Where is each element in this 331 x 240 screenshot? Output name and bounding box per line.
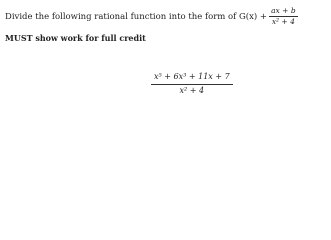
target-form-numerator: ax + b: [271, 6, 296, 15]
expression-denominator: x² + 4: [179, 85, 205, 95]
rational-function-expression: [151, 73, 233, 96]
target-form-denominator: x² + 4: [271, 16, 295, 26]
question-text: Divide the following rational function into the form of G(x) +: [5, 12, 268, 23]
target-form-fraction: [269, 7, 298, 26]
question-prompt: [5, 8, 298, 27]
expression-numerator: x⁵ + 6x³ + 11x + 7: [151, 73, 233, 85]
show-work-requirement: MUST show work for full credit: [5, 33, 146, 43]
